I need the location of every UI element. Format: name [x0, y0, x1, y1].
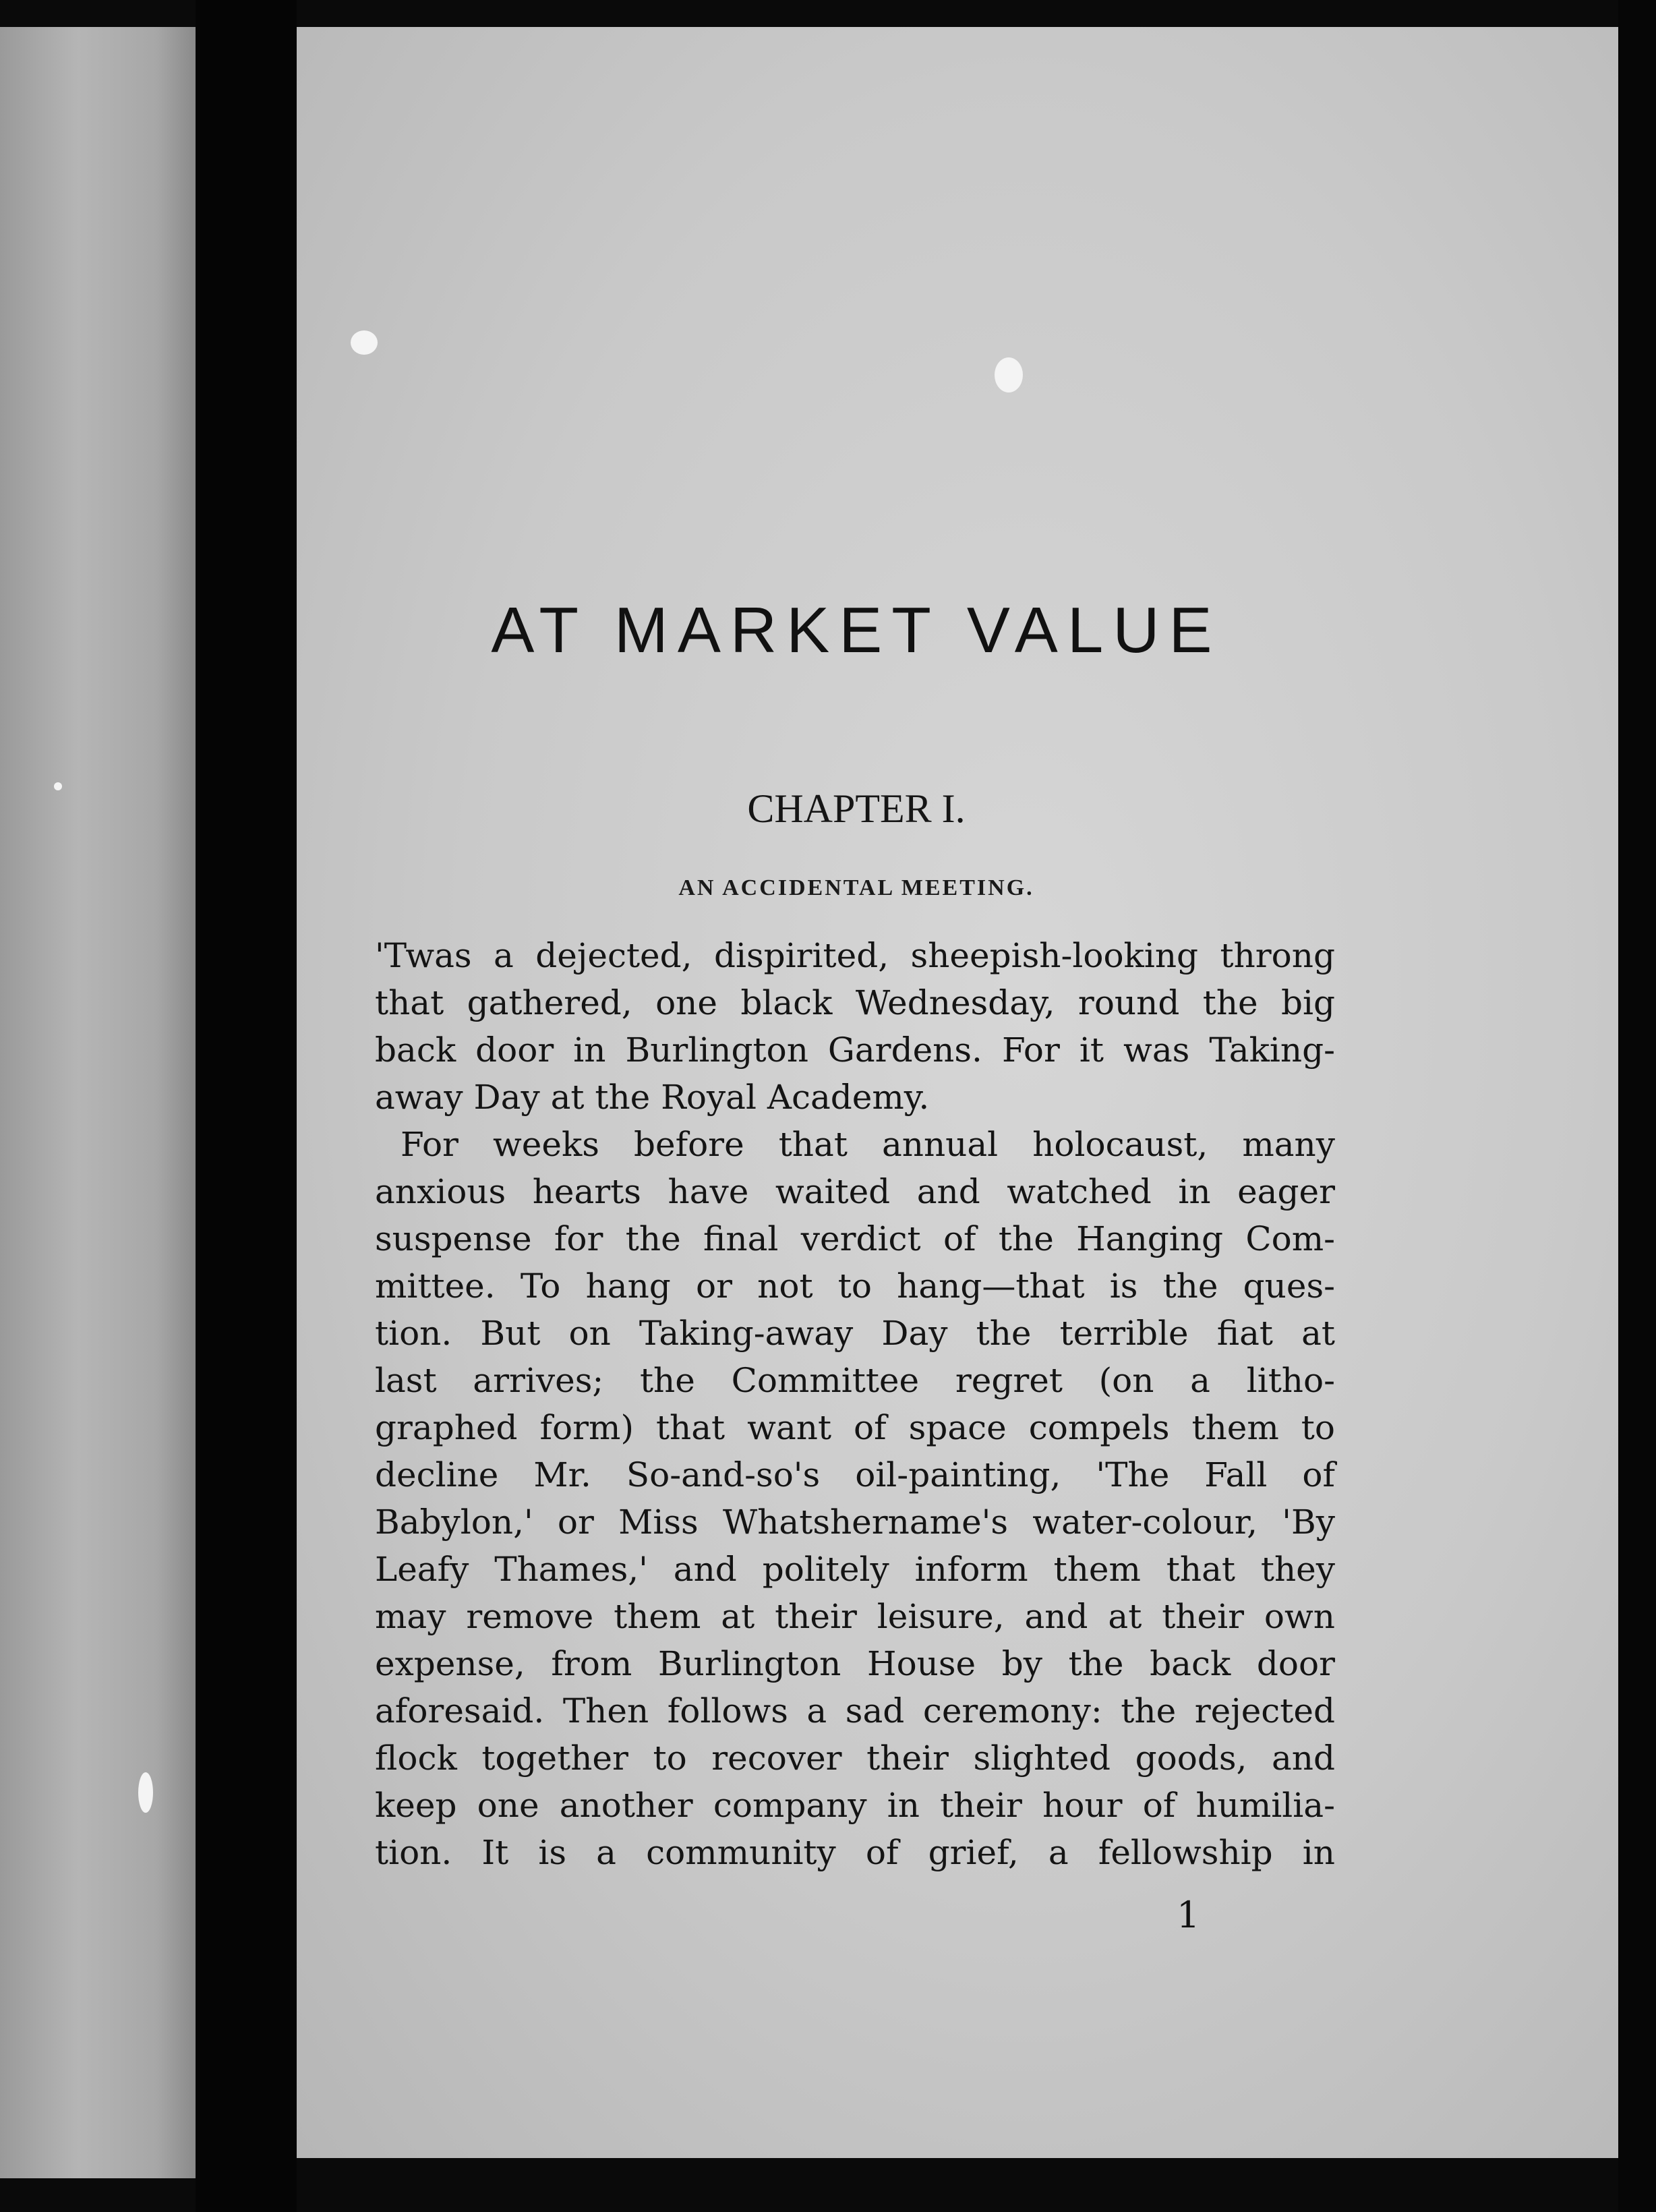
text-line: mittee. To hang or not to hang—that is the ques-	[375, 1267, 1335, 1306]
text-line: 'Twas a dejected, dispirited, sheepish-looking throng	[375, 936, 1335, 975]
text-line: expense, from Burlington House by the back door	[375, 1644, 1335, 1683]
text-line: may remove them at their leisure, and at their own	[375, 1597, 1335, 1636]
chapter-title: AN ACCIDENTAL MEETING.	[678, 875, 1034, 900]
text-line: decline Mr. So-and-so's oil-painting, 'The Fall of	[375, 1455, 1335, 1494]
paper-blemish	[54, 782, 62, 790]
text-line: aforesaid. Then follows a sad ceremony: the rejected	[375, 1691, 1335, 1730]
text-line: anxious hearts have waited and watched in eager	[375, 1172, 1335, 1211]
text-line: last arrives; the Committee regret (on a litho-	[375, 1361, 1335, 1400]
book-gutter	[196, 0, 297, 2212]
chapter-heading: CHAPTER I.	[747, 786, 966, 831]
text-line: tion. It is a community of grief, a fellowship in	[375, 1833, 1335, 1872]
facing-page-edge	[0, 27, 196, 2178]
text-line: suspense for the final verdict of the Hanging Com-	[375, 1219, 1335, 1258]
body-text	[375, 932, 1335, 1876]
paper-blemish	[138, 1772, 153, 1813]
text-line: Leafy Thames,' and politely inform them that they	[375, 1550, 1335, 1589]
text-line: graphed form) that want of space compels them to	[375, 1408, 1335, 1447]
text-line: away Day at the Royal Academy.	[375, 1078, 930, 1117]
text-line: For weeks before that annual holocaust, many	[401, 1125, 1335, 1164]
text-line: keep one another company in their hour of humilia-	[375, 1786, 1335, 1825]
page-number: 1	[1177, 1894, 1200, 1936]
paper-blemish	[995, 357, 1023, 392]
text-line: back door in Burlington Gardens. For it was Taking-	[375, 1030, 1335, 1070]
text-line: that gathered, one black Wednesday, round the big	[375, 983, 1335, 1022]
paper-blemish	[351, 330, 378, 355]
text-line: flock together to recover their slighted goods, and	[375, 1739, 1335, 1778]
scan-border	[1618, 0, 1656, 2212]
book-title: AT MARKET VALUE	[491, 594, 1222, 666]
text-line: Babylon,' or Miss Whatshername's water-colour, 'By	[375, 1503, 1335, 1542]
text-line: tion. But on Taking-away Day the terrible fiat at	[375, 1314, 1335, 1353]
